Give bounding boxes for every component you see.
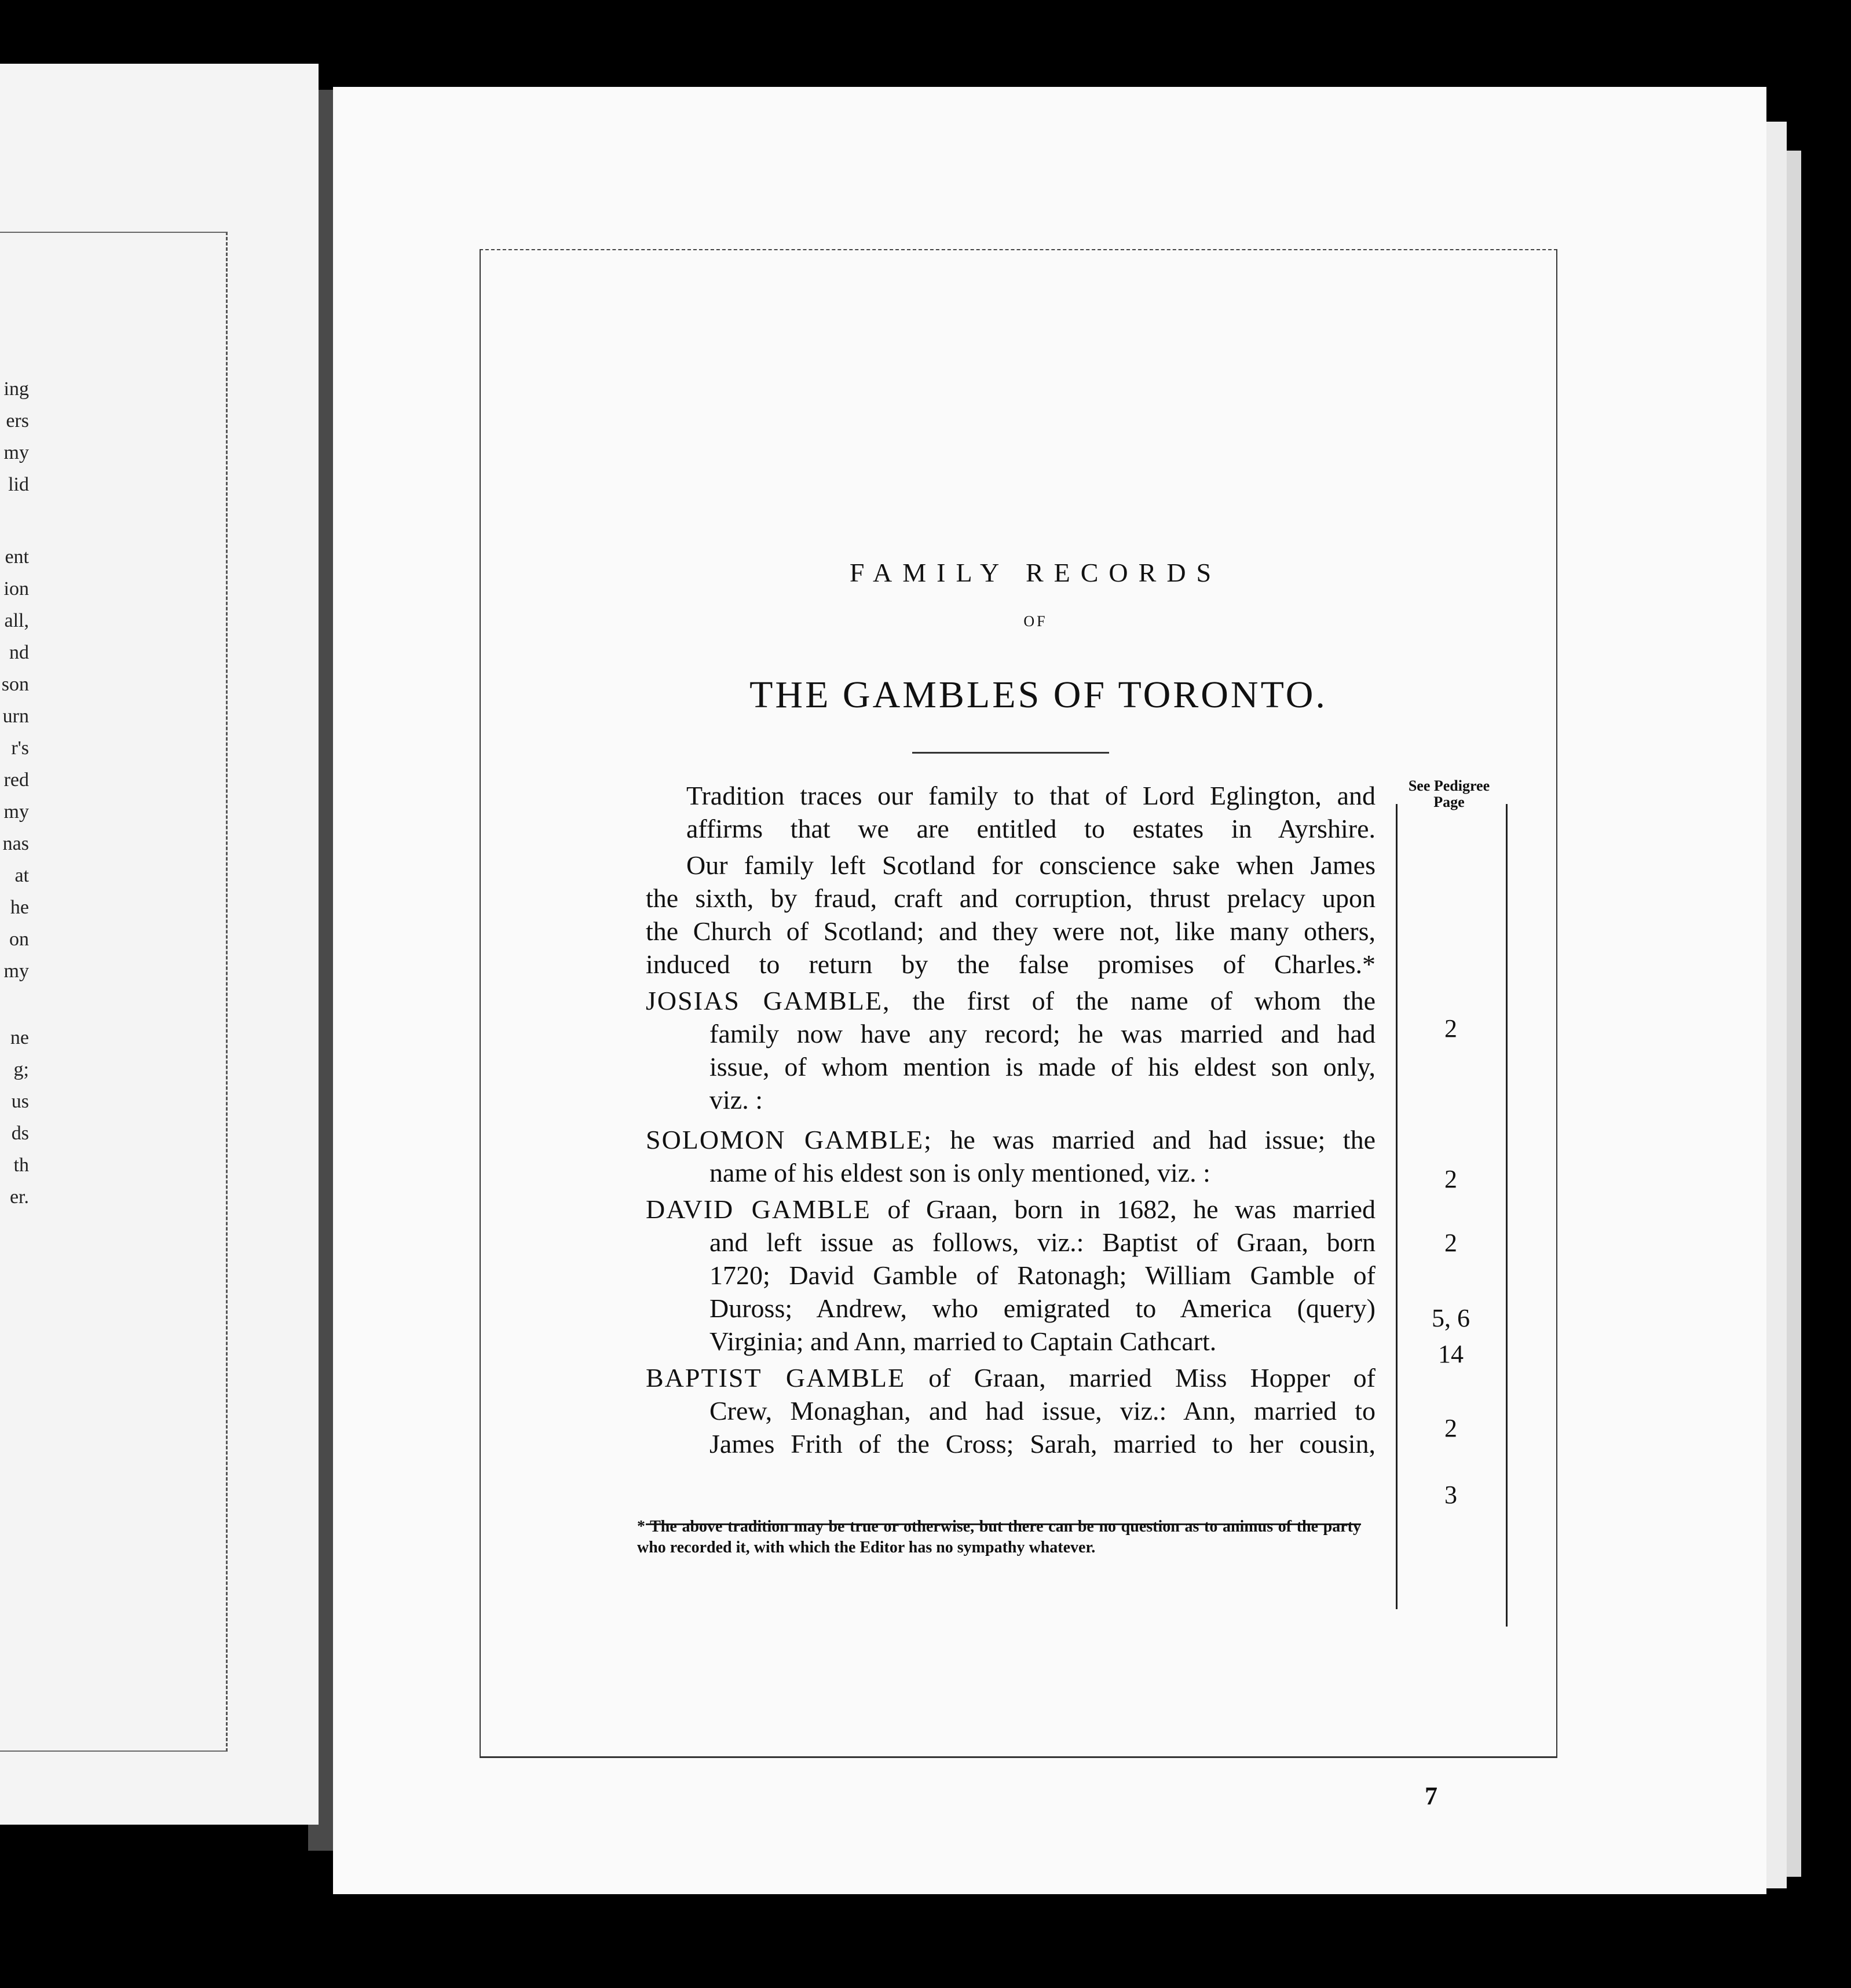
pedigree-ref-david: 14 (1438, 1340, 1464, 1368)
text-line: induced to return by the false promises of Charles.* (646, 949, 1376, 979)
left-page-text-fragments (0, 64, 319, 1825)
left-page-fragment: r's (11, 737, 29, 759)
entry-text: he was married and had issue; the (950, 1125, 1376, 1154)
left-page-fragment: at (14, 865, 29, 886)
text-line: issue, of whom mention is made of his eldest son only, (709, 1052, 1376, 1081)
title-of: OF (1023, 613, 1048, 630)
title-family-records: FAMILY RECORDS (849, 558, 1222, 587)
entry-text: the first of the name of whom the (912, 986, 1376, 1015)
left-page-fragment: er. (9, 1186, 29, 1208)
left-page-fragment: nd (9, 642, 29, 663)
text-line: 1720; David Gamble of Ratonagh; William Gamble of (709, 1260, 1376, 1290)
pedigree-ref-david: 5, 6 (1432, 1304, 1470, 1332)
text-line (646, 984, 1376, 1017)
paragraph-tradition (646, 779, 1376, 845)
text-line: the sixth, by fraud, craft and corruption, thrust prelacy upon (646, 883, 1376, 913)
pedigree-ref-baptist: 3 (1444, 1481, 1457, 1509)
left-page-fragment: ers (6, 410, 29, 432)
pedigree-header-line1: See Pedigree (1408, 777, 1490, 794)
pedigree-ref-josias: 2 (1444, 1014, 1457, 1043)
left-page-fragment: ds (11, 1123, 29, 1144)
text-line (646, 1361, 1376, 1394)
text-line (646, 1123, 1376, 1156)
text-line: name of his eldest son is only mentioned, viz. : (709, 1158, 1210, 1187)
left-page-fragment: ne (10, 1027, 29, 1048)
text-line: Crew, Monaghan, and had issue, viz.: Ann, married to (709, 1396, 1376, 1426)
text-line: viz. : (709, 1085, 763, 1114)
entry-name: DAVID GAMBLE (646, 1194, 871, 1224)
left-page-fragment: son (1, 674, 29, 695)
left-page-fragment: my (3, 801, 29, 823)
text-line: family now have any record; he was married and had (709, 1019, 1376, 1048)
entry-name: BAPTIST GAMBLE (646, 1363, 906, 1393)
entry-david-gamble (646, 1193, 1376, 1358)
left-page-fragment: lid (8, 474, 29, 495)
left-page-fragment: my (3, 960, 29, 982)
title-gambles-of-toronto: THE GAMBLES OF TORONTO. (749, 674, 1327, 716)
left-page-fragment: he (10, 897, 29, 918)
pedigree-column-header (1391, 778, 1507, 810)
left-page (0, 64, 319, 1825)
footnote: * The above tradition may be true or otherwise, but there can be no question as to animus of the party who recorded it, with which the Editor has no sympathy whatever. (637, 1518, 1361, 1556)
text-line (646, 1193, 1376, 1226)
entry-name: JOSIAS GAMBLE, (646, 986, 891, 1015)
entry-name: SOLOMON GAMBLE; (646, 1125, 932, 1154)
page-number: 7 (1425, 1782, 1437, 1810)
left-page-fragment: red (3, 769, 29, 791)
paragraph-scotland (646, 849, 1376, 981)
text-line: the Church of Scotland; and they were not, like many others, (646, 916, 1376, 946)
pedigree-ref-david: 2 (1444, 1229, 1457, 1257)
text-line: James Frith of the Cross; Sarah, married to her cousin, (709, 1429, 1376, 1459)
body-text (646, 779, 1376, 1460)
left-page-fragment: ing (3, 378, 29, 400)
left-page-fragment: th (13, 1154, 29, 1176)
left-page-fragment: urn (2, 706, 29, 727)
entry-solomon-gamble (646, 1123, 1376, 1189)
pedigree-ref-baptist: 2 (1444, 1414, 1457, 1442)
entry-text: of Graan, born in 1682, he was married (887, 1194, 1376, 1224)
left-page-fragment: ion (3, 578, 29, 600)
left-page-fragment: nas (2, 833, 29, 854)
left-page-fragment: ent (5, 546, 29, 568)
title-rule (912, 752, 1109, 754)
entry-baptist-gamble (646, 1361, 1376, 1460)
text-line: affirms that we are entitled to estates in Ayrshire. (686, 814, 1376, 843)
left-page-fragment: g; (13, 1059, 29, 1080)
text-line: and left issue as follows, viz.: Baptist of Graan, born (709, 1227, 1376, 1257)
pedigree-header-line2: Page (1433, 794, 1465, 810)
entry-text: of Graan, married Miss Hopper of (928, 1363, 1376, 1393)
left-page-fragment: us (11, 1091, 29, 1112)
text-line: Tradition traces our family to that of Lord Eglington, and (686, 781, 1376, 810)
left-page-fragment: all, (4, 610, 29, 631)
text-line: Our family left Scotland for conscience sake when James (686, 850, 1376, 880)
left-page-fragment: on (9, 929, 29, 950)
text-line: Duross; Andrew, who emigrated to America (query) (709, 1293, 1376, 1323)
entry-josias-gamble (646, 984, 1376, 1116)
pedigree-column-rule-right (1506, 804, 1508, 1627)
left-page-fragment: my (3, 442, 29, 463)
pedigree-ref-solomon: 2 (1444, 1165, 1457, 1193)
text-line: Virginia; and Ann, married to Captain Cathcart. (709, 1326, 1217, 1356)
